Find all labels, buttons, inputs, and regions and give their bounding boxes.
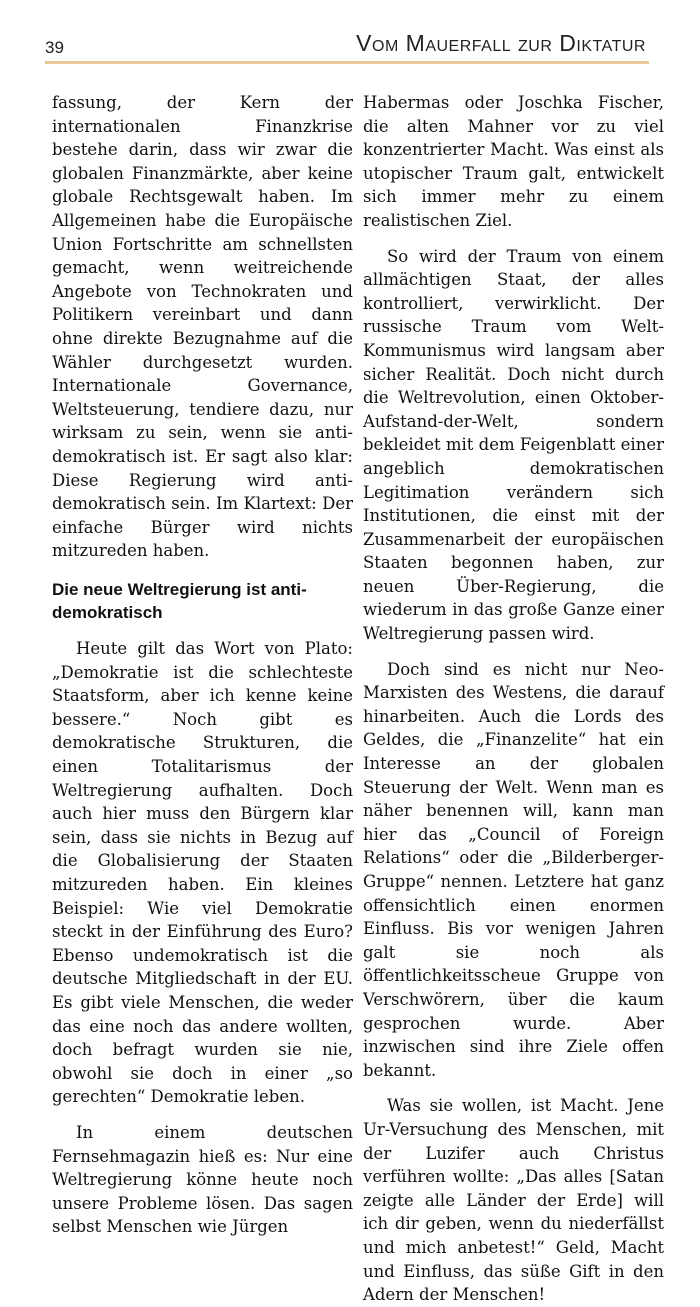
- paragraph: Heute gilt das Wort von Plato: „Demokratie ist die schlechteste Staatsform, aber ich kenne keine bessere.“ Noch gibt es demokratische Strukturen, die einen Totalitarismus der Weltregierung aufhalten. Doch auch hier muss den Bürgern klar sein, dass sie nichts in Bezug auf die Globalisierung der Staaten mitzureden haben. Ein kleines Beispiel: Wie viel Demokratie steckt in der Einführung des Euro? Ebenso undemokratisch ist die deutsche Mitgliedschaft in der EU. Es gibt viele Menschen, die weder das eine noch das andere wollten, doch befragt wurden sie nie, obwohl sie doch in einer „so gerechten“ Demokratie leben.: [52, 639, 353, 1107]
- paragraph: So wird der Traum von einem allmächtigen Staat, der alles kontrolliert, verwirklicht. Der russische Traum vom Welt-Kommunismus wird langsam aber sicher Realität. Doch nicht durch die Weltrevolution, einen Oktober-Aufstand-der-Welt, sondern bekleidet mit dem Feigenblatt einer angeblich demokratischen Legitimation verändern sich Institutionen, die einst mit der Zusammenarbeit der europäischen Staaten begonnen haben, zur neuen Über-Regierung, die wiederum in das große Ganze einer Weltregierung passen wird.: [363, 246, 664, 644]
- section-heading: Die neue Weltregierung ist anti-demokratisch: [52, 579, 307, 623]
- paragraph: Doch sind es nicht nur Neo-Marxisten des Westens, die darauf hinarbeiten. Auch die Lords des Geldes, die „Finanzelite“ hat ein Interesse an der globalen Steuerung der Welt. Wenn man es näher benennen will, kann man hier das „Council of Foreign Relations“ oder die „Bilderberger-Gruppe“ nennen. Letztere hat ganz offensichtlich einen enormen Einfluss. Bis vor wenigen Jahren galt sie noch als öffentlichkeitsscheue Gruppe von Verschwörern, über die kaum gesprochen wurde. Aber inzwischen sind ihre Ziele offen bekannt.: [363, 659, 664, 1080]
- paragraph: Was sie wollen, ist Macht. Jene Ur-Versuchung des Menschen, mit der Luzifer auch Christus verführen wollte: „Das alles [Satan zeigte alle Länder der Erde] will ich dir geben, wenn du niederfällst und mich anbetest!“ Geld, Macht und Einfluss, das süße Gift in den Adern der Menschen!: [363, 1096, 664, 1305]
- left-column: [52, 91, 353, 1239]
- paragraph: fassung, der Kern der internationalen Finanzkrise bestehe darin, dass wir zwar die globalen Finanzmärkte, aber keine globale Rechtsgewalt haben. Im Allgemeinen habe die Europäische Union Fortschritte am schnellsten gemacht, wenn weitreichende Angebote von Technokraten und Politikern vereinbart und dann ohne direkte Bezugnahme auf die Wähler durchgesetzt wurden. Internationale Governance, Weltsteuerung, tendiere dazu, nur wirksam zu sein, wenn sie anti-demokratisch ist. Er sagt also klar: Diese Regierung wird anti-demokratisch sein. Im Klartext: Der einfache Bürger wird nichts mitzureden haben.: [52, 93, 353, 561]
- page-number: 39: [45, 38, 64, 57]
- header-rule: [45, 61, 649, 64]
- right-column: [363, 91, 664, 1307]
- paragraph: In einem deutschen Fernsehmagazin hieß es: Nur eine Weltregierung könne heute noch unsere Probleme lösen. Das sagen selbst Menschen wie Jürgen: [52, 1122, 353, 1237]
- running-title: Vom Mauerfall zur Diktatur: [356, 30, 646, 56]
- paragraph: Habermas oder Joschka Fischer, die alten Mahner vor zu viel konzentrierter Macht. Was einst als utopischer Traum galt, entwickelt sich immer mehr zu einem realistischen Ziel.: [363, 93, 664, 230]
